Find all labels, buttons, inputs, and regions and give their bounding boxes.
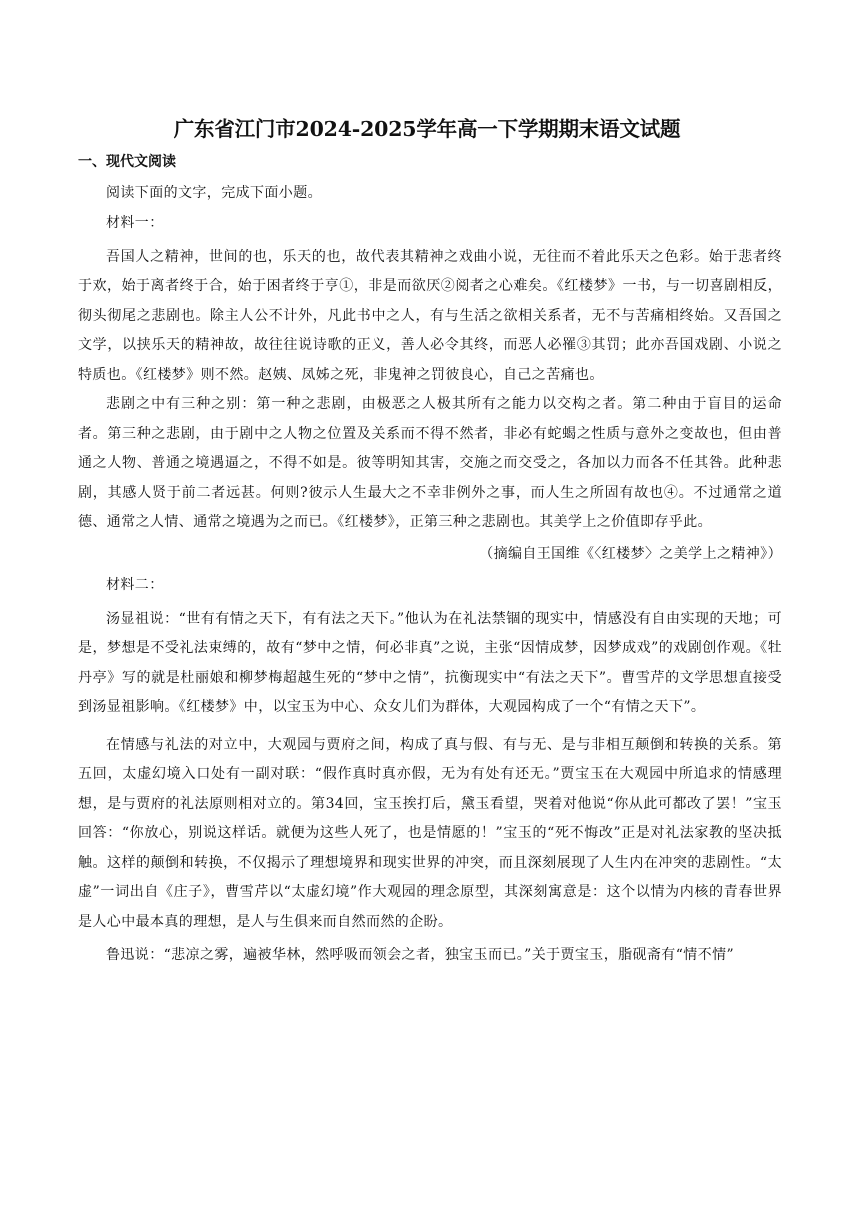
exam-page — [78, 114, 782, 971]
material-2-paragraph: 汤显祖说：“世有有情之天下，有有法之天下。”他认为在礼法禁锢的现实中，情感没有自由实现的天地；可是，梦想是不受礼法束缚的，故有“梦中之情，何必非真”之说，主张“因情成梦，因梦成戏”的戏剧创作观。《牡丹亭》写的就是杜丽娘和柳梦梅超越生死的“梦中之情”，抗衡现实中“有法之天下”。曹雪芹的文学思想直接受到汤显祖影响。《红楼梦》中，以宝玉为中心、众女儿们为群体，大观园构成了一个“有情之天下”。 — [78, 610, 782, 715]
reading-instruction: 阅读下面的文字，完成下面小题。 — [106, 185, 322, 201]
material-1-paragraph: 悲剧之中有三种之别：第一种之悲剧，由极恶之人极其所有之能力以交构之者。第二种由于盲目的运命者。第三种之悲剧，由于剧中之人物之位置及关系而不得不然者，非必有蛇蝎之性质与意外之变故也，但由普通之人物、普通之境遇逼之，不得不如是。彼等明知其害，交施之而交受之，各加以力而各不任其咎。此种悲剧，其感人贤于前二者远甚。何则?彼示人生最大之不幸非例外之事，而人生之所固有故也④。不过通常之道德、通常之人情、通常之境遇为之而已。《红楼梦》，正第三种之悲剧也。其美学上之价值即存乎此。 — [78, 396, 782, 530]
section-heading: 一、现代文阅读 — [78, 154, 176, 170]
material-1-label: 材料一： — [106, 215, 164, 231]
material-2-paragraph: 在情感与礼法的对立中，大观园与贾府之间，构成了真与假、有与无、是与非相互颠倒和转换的关系。第五回，太虚幻境入口处有一副对联：“假作真时真亦假，无为有处有还无。”贾宝玉在大观园中所追求的情感理想，是与贾府的礼法原则相对立的。第34回，宝玉挨打后，黛玉看望，哭着对他说“你从此可都改了罢！”宝玉回答：“你放心，别说这样话。就便为这些人死了，也是情愿的！”宝玉的“死不悔改”正是对礼法家教的坚决抵触。这样的颠倒和转换，不仅揭示了理想境界和现实世界的冲突，而且深刻展现了人生内在冲突的悲剧性。“太虚”一词出自《庄子》，曹雪芹以“太虚幻境”作大观园的理念原型，其深刻寓意是：这个以情为内核的青春世界是人心中最本真的理想，是人与生俱来而自然而然的企盼。 — [78, 736, 782, 930]
document-title: 广东省江门市2024-2025学年高一下学期期末语文试题 — [173, 117, 681, 141]
material-1-source: （摘编自王国维《〈红楼梦〉之美学上之精神》） — [479, 545, 782, 562]
material-2-paragraph: 鲁迅说：“悲凉之雾，遍被华林，然呼吸而领会之者，独宝玉而已。”关于贾宝玉，脂砚斋有“情不情” — [106, 947, 735, 963]
material-2-label: 材料二： — [106, 577, 164, 593]
material-1-paragraph: 吾国人之精神，世间的也，乐天的也，故代表其精神之戏曲小说，无往而不着此乐天之色彩。始于悲者终于欢，始于离者终于合，始于困者终于亨①，非是而欲厌②阅者之心难矣。《红楼梦》一书，与一切喜剧相反，彻头彻尾之悲剧也。除主人公不计外，凡此书中之人，有与生活之欲相关系者，无不与苦痛相终始。又吾国之文学，以挟乐天的精神故，故往往说诗歌的正义，善人必令其终，而恶人必罹③其罚；此亦吾国戏剧、小说之特质也。《红楼梦》则不然。赵姨、凤姊之死，非鬼神之罚彼良心，自己之苦痛也。 — [78, 248, 782, 383]
